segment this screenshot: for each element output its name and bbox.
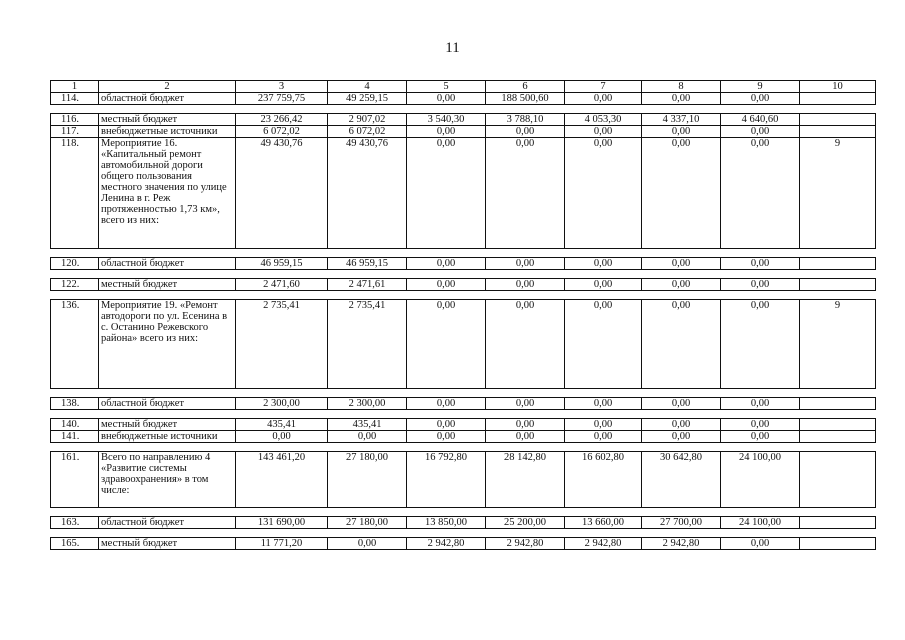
value-cell: 0,00 [721, 419, 800, 431]
item-name-cell: областной бюджет [99, 517, 236, 529]
row-spacer [51, 291, 876, 300]
spacer-cell [51, 508, 876, 517]
table-row [51, 398, 876, 410]
value-cell: 6 072,02 [328, 126, 407, 138]
row-number-cell: 141. [51, 431, 99, 443]
table-row [51, 431, 876, 443]
value-cell: 0,00 [721, 258, 800, 270]
value-cell [800, 431, 876, 443]
table-body [51, 81, 876, 550]
value-cell: 13 660,00 [565, 517, 642, 529]
row-number-cell: 161. [51, 452, 99, 508]
table-row [51, 419, 876, 431]
row-number-cell: 118. [51, 138, 99, 249]
value-cell: 46 959,15 [236, 258, 328, 270]
budget-table [50, 80, 876, 550]
column-header: 5 [407, 81, 486, 93]
value-cell: 0,00 [721, 93, 800, 105]
column-header: 10 [800, 81, 876, 93]
value-cell: 0,00 [642, 279, 721, 291]
value-cell: 0,00 [486, 258, 565, 270]
value-cell: 2 735,41 [236, 300, 328, 389]
value-cell: 0,00 [642, 419, 721, 431]
item-name-cell: местный бюджет [99, 114, 236, 126]
table-row [51, 126, 876, 138]
value-cell [800, 93, 876, 105]
value-cell: 16 602,80 [565, 452, 642, 508]
value-cell: 28 142,80 [486, 452, 565, 508]
value-cell: 0,00 [565, 138, 642, 249]
value-cell [800, 538, 876, 550]
spacer-cell [51, 389, 876, 398]
value-cell: 0,00 [486, 126, 565, 138]
row-spacer [51, 389, 876, 398]
column-header: 2 [99, 81, 236, 93]
value-cell: 143 461,20 [236, 452, 328, 508]
value-cell: 0,00 [486, 138, 565, 249]
value-cell: 131 690,00 [236, 517, 328, 529]
row-number-cell: 120. [51, 258, 99, 270]
item-name-cell: Всего по направлению 4 «Развитие системы здравоохранения» в том числе: [99, 452, 236, 508]
spacer-cell [51, 249, 876, 258]
value-cell: 2 300,00 [328, 398, 407, 410]
value-cell [800, 114, 876, 126]
value-cell: 0,00 [407, 419, 486, 431]
value-cell: 23 266,42 [236, 114, 328, 126]
row-spacer [51, 249, 876, 258]
value-cell: 435,41 [328, 419, 407, 431]
value-cell: 0,00 [407, 258, 486, 270]
value-cell: 30 642,80 [642, 452, 721, 508]
row-spacer [51, 508, 876, 517]
value-cell: 0,00 [407, 279, 486, 291]
value-cell: 0,00 [721, 398, 800, 410]
value-cell: 2 942,80 [642, 538, 721, 550]
value-cell: 0,00 [565, 419, 642, 431]
table-row [51, 279, 876, 291]
value-cell: 2 942,80 [407, 538, 486, 550]
value-cell: 0,00 [407, 126, 486, 138]
value-cell [800, 258, 876, 270]
table-row [51, 93, 876, 105]
value-cell: 0,00 [721, 126, 800, 138]
row-number-cell: 136. [51, 300, 99, 389]
value-cell: 0,00 [642, 431, 721, 443]
value-cell: 27 180,00 [328, 517, 407, 529]
value-cell: 24 100,00 [721, 517, 800, 529]
row-number-cell: 140. [51, 419, 99, 431]
column-header: 7 [565, 81, 642, 93]
value-cell: 0,00 [486, 398, 565, 410]
value-cell: 0,00 [486, 279, 565, 291]
spacer-cell [51, 291, 876, 300]
value-cell: 3 540,30 [407, 114, 486, 126]
row-number-cell: 117. [51, 126, 99, 138]
row-spacer [51, 529, 876, 538]
item-name-cell: внебюджетные источники [99, 126, 236, 138]
table-row [51, 258, 876, 270]
value-cell: 2 907,02 [328, 114, 407, 126]
item-name-cell: местный бюджет [99, 419, 236, 431]
item-name-cell: местный бюджет [99, 279, 236, 291]
value-cell: 24 100,00 [721, 452, 800, 508]
page-number: 11 [445, 40, 460, 56]
table-header-row [51, 81, 876, 93]
value-cell: 0,00 [486, 300, 565, 389]
value-cell: 188 500,60 [486, 93, 565, 105]
value-cell: 0,00 [565, 300, 642, 389]
item-name-cell: местный бюджет [99, 538, 236, 550]
value-cell: 0,00 [407, 300, 486, 389]
row-spacer [51, 270, 876, 279]
table-row [51, 300, 876, 389]
value-cell: 0,00 [642, 138, 721, 249]
item-name-cell: Мероприятие 19. «Ремонт автодороги по ул. Есенина в с. Останино Режевского района» всего из них: [99, 300, 236, 389]
value-cell: 0,00 [642, 300, 721, 389]
value-cell: 25 200,00 [486, 517, 565, 529]
column-header: 6 [486, 81, 565, 93]
row-spacer [51, 105, 876, 114]
value-cell: 0,00 [721, 138, 800, 249]
value-cell: 0,00 [407, 398, 486, 410]
item-name-cell: областной бюджет [99, 93, 236, 105]
column-header: 1 [51, 81, 99, 93]
value-cell: 0,00 [721, 279, 800, 291]
value-cell: 13 850,00 [407, 517, 486, 529]
value-cell: 0,00 [407, 431, 486, 443]
row-number-cell: 163. [51, 517, 99, 529]
column-header: 4 [328, 81, 407, 93]
value-cell [800, 126, 876, 138]
value-cell [800, 419, 876, 431]
value-cell: 435,41 [236, 419, 328, 431]
spacer-cell [51, 529, 876, 538]
table-row [51, 114, 876, 126]
value-cell: 0,00 [721, 431, 800, 443]
value-cell [800, 398, 876, 410]
value-cell: 9 [800, 300, 876, 389]
value-cell: 4 053,30 [565, 114, 642, 126]
value-cell: 0,00 [565, 279, 642, 291]
value-cell: 2 471,60 [236, 279, 328, 291]
value-cell: 9 [800, 138, 876, 249]
value-cell: 49 430,76 [328, 138, 407, 249]
value-cell: 0,00 [407, 138, 486, 249]
value-cell: 16 792,80 [407, 452, 486, 508]
value-cell: 0,00 [642, 398, 721, 410]
row-number-cell: 165. [51, 538, 99, 550]
row-number-cell: 122. [51, 279, 99, 291]
value-cell: 0,00 [565, 398, 642, 410]
value-cell: 46 959,15 [328, 258, 407, 270]
value-cell: 49 430,76 [236, 138, 328, 249]
value-cell [800, 452, 876, 508]
row-number-cell: 114. [51, 93, 99, 105]
value-cell [800, 279, 876, 291]
table-row [51, 138, 876, 249]
column-header: 3 [236, 81, 328, 93]
value-cell: 0,00 [721, 300, 800, 389]
item-name-cell: Мероприятие 16. «Капитальный ремонт автомобильной дороги общего пользования местного значения по улице Ленина в г. Реж протяженностью 1,73 км», всего из них: [99, 138, 236, 249]
table-row [51, 538, 876, 550]
value-cell: 3 788,10 [486, 114, 565, 126]
value-cell: 11 771,20 [236, 538, 328, 550]
value-cell: 4 640,60 [721, 114, 800, 126]
value-cell: 0,00 [642, 126, 721, 138]
spacer-cell [51, 105, 876, 114]
item-name-cell: областной бюджет [99, 398, 236, 410]
table-row [51, 452, 876, 508]
value-cell: 0,00 [407, 93, 486, 105]
item-name-cell: внебюджетные источники [99, 431, 236, 443]
value-cell: 6 072,02 [236, 126, 328, 138]
item-name-cell: областной бюджет [99, 258, 236, 270]
row-spacer [51, 410, 876, 419]
row-number-cell: 138. [51, 398, 99, 410]
value-cell: 0,00 [236, 431, 328, 443]
column-header: 9 [721, 81, 800, 93]
value-cell: 27 180,00 [328, 452, 407, 508]
value-cell: 0,00 [486, 431, 565, 443]
value-cell: 0,00 [565, 93, 642, 105]
spacer-cell [51, 443, 876, 452]
value-cell: 0,00 [328, 431, 407, 443]
value-cell: 0,00 [565, 126, 642, 138]
value-cell: 0,00 [642, 258, 721, 270]
value-cell: 2 300,00 [236, 398, 328, 410]
value-cell: 0,00 [642, 93, 721, 105]
column-header: 8 [642, 81, 721, 93]
value-cell [800, 517, 876, 529]
row-number-cell: 116. [51, 114, 99, 126]
value-cell: 2 735,41 [328, 300, 407, 389]
spacer-cell [51, 270, 876, 279]
value-cell: 2 471,61 [328, 279, 407, 291]
value-cell: 237 759,75 [236, 93, 328, 105]
value-cell: 2 942,80 [486, 538, 565, 550]
value-cell: 2 942,80 [565, 538, 642, 550]
value-cell: 0,00 [328, 538, 407, 550]
value-cell: 0,00 [486, 419, 565, 431]
value-cell: 4 337,10 [642, 114, 721, 126]
value-cell: 0,00 [565, 258, 642, 270]
spacer-cell [51, 410, 876, 419]
value-cell: 0,00 [565, 431, 642, 443]
value-cell: 49 259,15 [328, 93, 407, 105]
table-row [51, 517, 876, 529]
row-spacer [51, 443, 876, 452]
value-cell: 27 700,00 [642, 517, 721, 529]
value-cell: 0,00 [721, 538, 800, 550]
